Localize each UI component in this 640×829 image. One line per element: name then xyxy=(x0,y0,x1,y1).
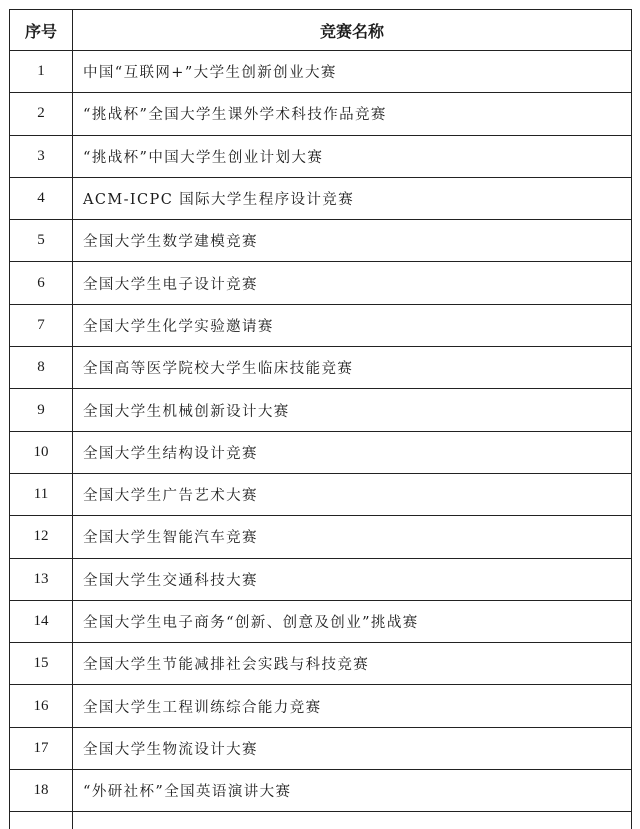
row-name: “挑战杯”全国大学生课外学术科技作品竞赛 xyxy=(73,93,632,135)
table-row xyxy=(10,473,632,515)
row-index: 4 xyxy=(10,177,73,219)
row-name: 全国大学生数学建模竞赛 xyxy=(73,220,632,262)
row-index: 5 xyxy=(10,220,73,262)
row-index: 18 xyxy=(10,770,73,812)
row-index: 12 xyxy=(10,516,73,558)
table-row xyxy=(10,516,632,558)
row-index: 2 xyxy=(10,93,73,135)
row-index: 6 xyxy=(10,262,73,304)
row-index: 13 xyxy=(10,558,73,600)
row-index: 7 xyxy=(10,304,73,346)
row-index: 10 xyxy=(10,431,73,473)
table-row xyxy=(10,600,632,642)
row-index: 14 xyxy=(10,600,73,642)
row-name: 全国大学生结构设计竞赛 xyxy=(73,431,632,473)
row-name: 全国高等医学院校大学生临床技能竞赛 xyxy=(73,347,632,389)
row-name: 全国大学生物流设计大赛 xyxy=(73,727,632,769)
table-row xyxy=(10,558,632,600)
table-row xyxy=(10,304,632,346)
row-index: 15 xyxy=(10,643,73,685)
row-name: 全国大学生交通科技大赛 xyxy=(73,558,632,600)
row-index: 8 xyxy=(10,347,73,389)
row-index: 16 xyxy=(10,685,73,727)
row-name-cut-off xyxy=(73,812,632,829)
header-name: 竞赛名称 xyxy=(73,10,632,51)
table-row xyxy=(10,389,632,431)
row-index: 11 xyxy=(10,473,73,515)
table-row xyxy=(10,220,632,262)
table-row xyxy=(10,347,632,389)
table-row xyxy=(10,431,632,473)
row-name: “外研社杯”全国英语演讲大赛 xyxy=(73,770,632,812)
competition-table xyxy=(9,9,632,829)
row-index: 9 xyxy=(10,389,73,431)
table-row xyxy=(10,643,632,685)
row-index: 17 xyxy=(10,727,73,769)
row-name: 全国大学生智能汽车竞赛 xyxy=(73,516,632,558)
row-index: 3 xyxy=(10,135,73,177)
table-row xyxy=(10,51,632,93)
row-index-cut-off xyxy=(10,812,73,829)
table-row xyxy=(10,770,632,812)
row-name: 中国“互联网+”大学生创新创业大赛 xyxy=(73,51,632,93)
header-index: 序号 xyxy=(10,10,73,51)
row-name: 全国大学生节能减排社会实践与科技竞赛 xyxy=(73,643,632,685)
row-name: ACM-ICPC 国际大学生程序设计竞赛 xyxy=(73,177,632,219)
row-name: 全国大学生机械创新设计大赛 xyxy=(73,389,632,431)
row-name: 全国大学生电子设计竞赛 xyxy=(73,262,632,304)
row-name: 全国大学生广告艺术大赛 xyxy=(73,473,632,515)
table-row-cut-off xyxy=(10,812,632,829)
row-name: 全国大学生电子商务“创新、创意及创业”挑战赛 xyxy=(73,600,632,642)
table-row xyxy=(10,135,632,177)
row-name: 全国大学生化学实验邀请赛 xyxy=(73,304,632,346)
table-row xyxy=(10,262,632,304)
table-row xyxy=(10,727,632,769)
table-row xyxy=(10,177,632,219)
row-index: 1 xyxy=(10,51,73,93)
table-row xyxy=(10,93,632,135)
table-header-row xyxy=(10,10,632,51)
row-name: 全国大学生工程训练综合能力竞赛 xyxy=(73,685,632,727)
table-row xyxy=(10,685,632,727)
row-name: “挑战杯”中国大学生创业计划大赛 xyxy=(73,135,632,177)
